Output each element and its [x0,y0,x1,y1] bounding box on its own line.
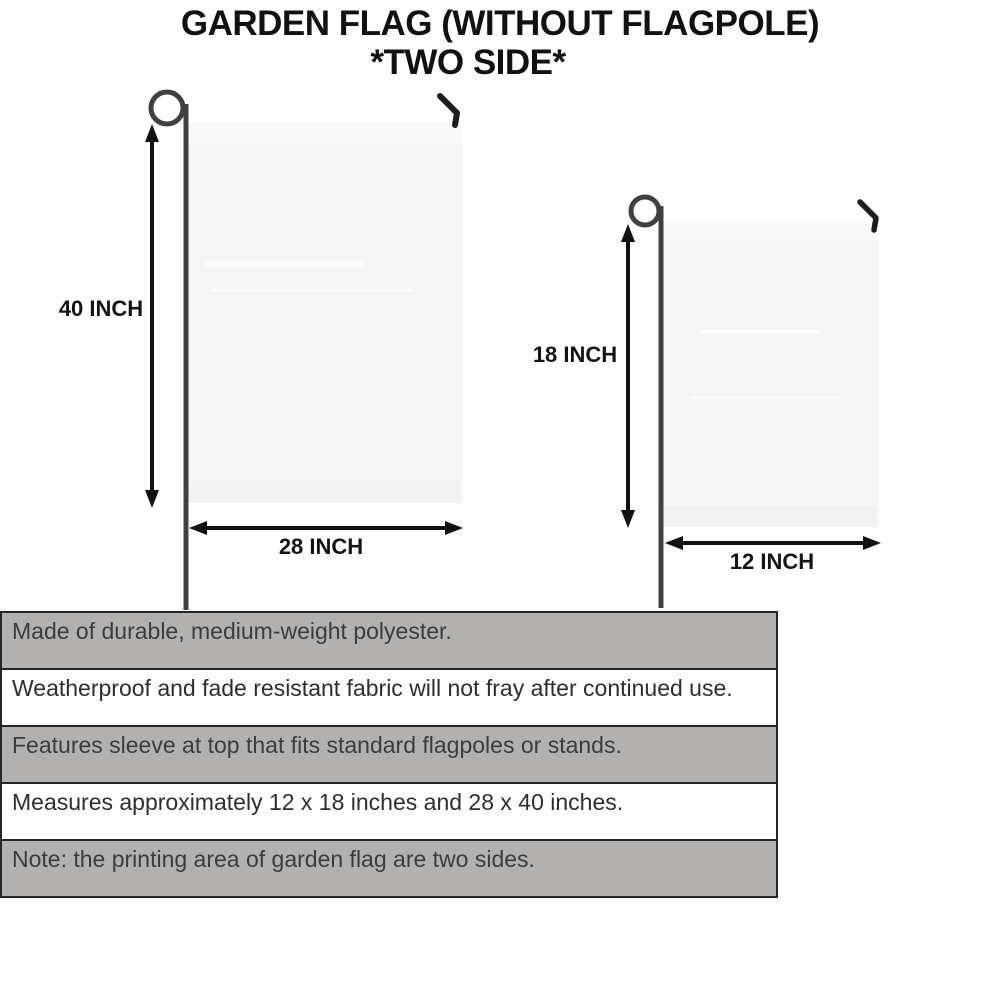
large-flag-group [59,92,463,610]
feature-row-sleeve: Features sleeve at top that fits standard flagpoles or stands. [2,725,776,782]
feature-row-measures: Measures approximately 12 x 18 inches and 28 x 40 inches. [2,782,776,839]
small-flag-height-label: 18 INCH [532,342,618,367]
feature-row-weatherproof: Weatherproof and fade resistant fabric will not fray after continued use. [2,668,776,725]
small-flag-sleeve [662,222,878,240]
feature-table [0,611,778,898]
feature-row-material: Made of durable, medium-weight polyester. [2,613,776,668]
feature-row-note: Note: the printing area of garden flag are two sides. [2,839,776,896]
large-flag-width-label: 28 INCH [278,534,364,559]
large-flag-width-arrow [189,521,463,535]
small-flagpole-loop [631,197,659,225]
small-flag-fabric [662,222,878,527]
large-flagpole-loop [151,92,183,124]
page-title-line1: GARDEN FLAG (WITHOUT FLAGPOLE) [180,4,820,43]
small-flag-wrinkle [690,396,840,399]
large-flag-sleeve [187,123,462,145]
small-flag-width-arrow [665,536,881,550]
small-flag-width-label: 12 INCH [729,549,815,574]
large-flag-wrinkle [205,262,365,266]
small-flag-wrinkle [700,330,820,333]
large-flag-height-label: 40 INCH [58,296,144,321]
large-flag-height-arrow [145,124,159,508]
large-flag-fabric [187,123,462,503]
large-flag-wrinkle [212,289,412,292]
small-flag-group [533,197,881,608]
large-flag-bottom-shade [187,481,462,503]
small-flag-bottom-shade [662,506,878,527]
large-flag-hook [440,96,457,125]
small-flag-height-arrow [621,224,635,528]
page-title-line2: *TWO SIDE* [370,43,566,82]
